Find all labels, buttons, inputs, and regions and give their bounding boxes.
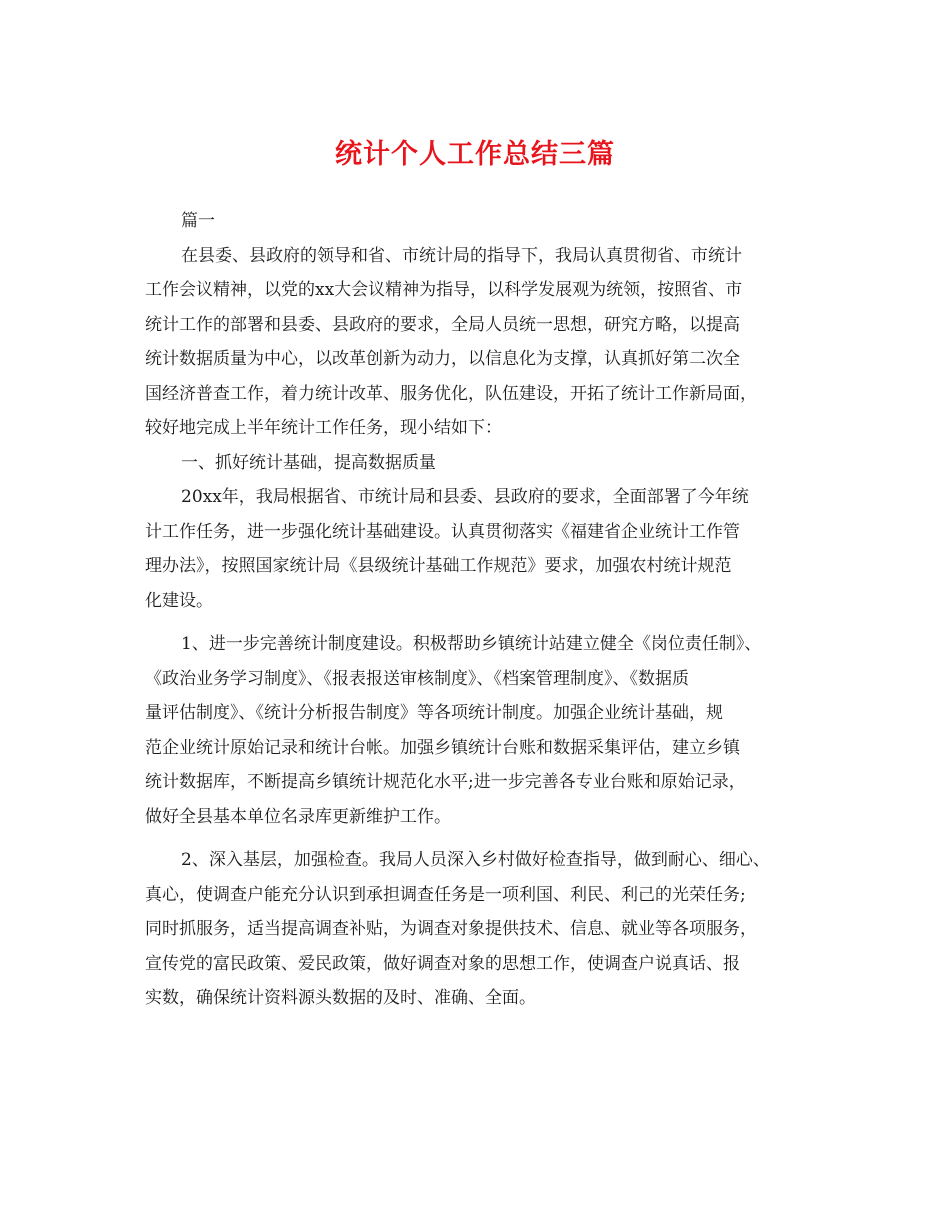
paragraph-line: 统计工作的部署和县委、县政府的要求，全局人员统一思想，研究方略，以提高 (145, 314, 740, 335)
paragraph-line: 20xx年，我局根据省、市统计局和县委、县政府的要求，全面部署了今年统 (181, 487, 749, 507)
paragraph-line: 量评估制度》、《统计分析报告制度》等各项统计制度。加强企业统计基础，规 (145, 703, 723, 723)
paragraph-line: 真心，使调查户能充分认识到承担调查任务是一项利国、利民、利己的光荣任务; (145, 884, 746, 905)
paragraph-line: 2、深入基层，加强检查。我局人员深入乡村做好检查指导，做到耐心、细心、 (181, 850, 770, 870)
paragraph-spacer (145, 618, 810, 627)
paragraph-line: 统计数据库，不断提高乡镇统计规范化水平;进一步完善各专业台账和原始记录， (145, 772, 746, 792)
paragraph-line: 范企业统计原始记录和统计台帐。加强乡镇统计台账和数据采集评估，建立乡镇 (145, 737, 740, 758)
paragraph-line: 宣传党的富民政策、爱民政策，做好调查对象的思想工作，使调查户说真话、报 (145, 953, 740, 974)
section-heading: 一、抓好统计基础，提高数据质量 (181, 452, 436, 473)
basics-paragraph (145, 480, 810, 618)
paragraph-line: 做好全县基本单位名录库更新维护工作。 (145, 806, 451, 827)
document-body (145, 204, 810, 1016)
paragraph-line: 《政治业务学习制度》、《报表报送审核制度》、《档案管理制度》、《数据质 (145, 668, 689, 689)
inspection-paragraph (145, 843, 810, 1016)
paragraph-spacer (145, 834, 810, 843)
paragraph-line: 理办法》，按照国家统计局《县级统计基础工作规范》要求，加强农村统计规范 (145, 556, 732, 576)
paragraph-line: 1、进一步完善统计制度建设。积极帮助乡镇统计站建立健全《岗位责任制》、 (181, 634, 762, 654)
system-building-paragraph (145, 627, 810, 834)
paragraph-line: 国经济普查工作，着力统计改革、服务优化，队伍建设，开拓了统计工作新局面， (145, 383, 757, 404)
document-title: 统计个人工作总结三篇 (335, 139, 615, 170)
paragraph-line: 化建设。 (145, 590, 213, 611)
paragraph-line: 同时抓服务，适当提高调查补贴，为调查对象提供技术、信息、就业等各项服务， (145, 919, 757, 939)
paragraph-line: 较好地完成上半年统计工作任务，现小结如下： (145, 418, 502, 438)
intro-paragraph (145, 239, 810, 446)
paragraph-line: 在县委、县政府的领导和省、市统计局的指导下，我局认真贯彻省、市统计 (181, 245, 742, 266)
paragraph-line: 工作会议精神，以党的xx大会议精神为指导，以科学发展观为统领，按照省、市 (145, 280, 743, 300)
paragraph-line: 计工作任务，进一步强化统计基础建设。认真贯彻落实《福建省企业统计工作管 (145, 521, 740, 542)
paragraph-line: 实数，确保统计资料源头数据的及时、准确、全面。 (145, 988, 536, 1008)
section-label: 篇一 (181, 211, 215, 231)
paragraph-line: 统计数据质量为中心，以改革创新为动力，以信息化为支撑，认真抓好第二次全 (145, 349, 740, 369)
